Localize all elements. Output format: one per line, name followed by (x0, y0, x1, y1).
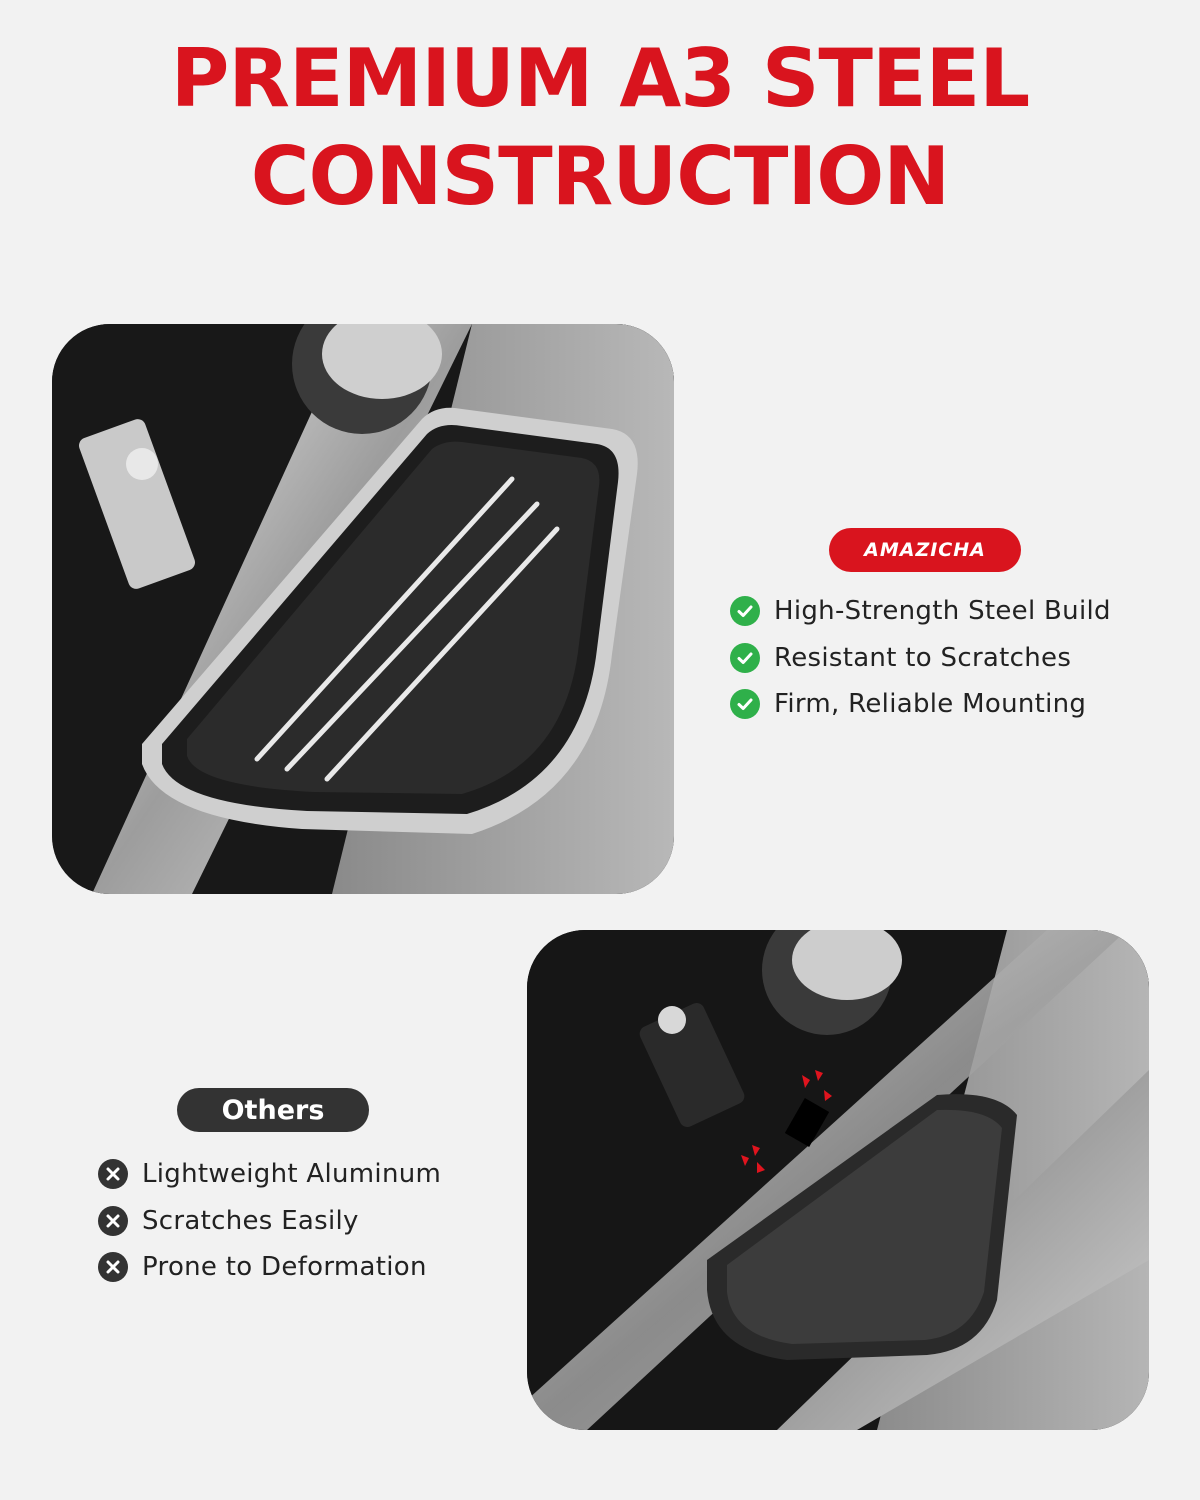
check-circle-icon (730, 596, 760, 626)
others-label: Scratches Easily (142, 1205, 359, 1236)
feature-label: Resistant to Scratches (774, 642, 1072, 673)
others-label: Lightweight Aluminum (142, 1159, 442, 1190)
others-badge: Others (177, 1088, 369, 1132)
others-list (98, 1151, 441, 1291)
x-circle-icon (98, 1159, 128, 1189)
title-line-2: CONSTRUCTION (250, 130, 950, 223)
check-circle-icon (730, 689, 760, 719)
feature-label: High-Strength Steel Build (774, 596, 1111, 627)
list-item (730, 681, 1111, 728)
title-line-1: PREMIUM A3 STEEL (170, 32, 1030, 125)
feature-label: Firm, Reliable Mounting (774, 689, 1087, 720)
list-item (730, 588, 1111, 635)
x-circle-icon (98, 1252, 128, 1282)
list-item (98, 1151, 441, 1198)
list-item (730, 635, 1111, 682)
check-circle-icon (730, 643, 760, 673)
steel-floorboard-photo (52, 324, 674, 894)
brand-badge: AMAZICHA (829, 528, 1021, 572)
list-item (98, 1244, 441, 1291)
aluminum-floorboard-photo (527, 930, 1149, 1430)
feature-list (730, 588, 1111, 728)
others-label: Prone to Deformation (142, 1252, 427, 1283)
list-item (98, 1198, 441, 1245)
page-title (0, 30, 1200, 226)
x-circle-icon (98, 1206, 128, 1236)
